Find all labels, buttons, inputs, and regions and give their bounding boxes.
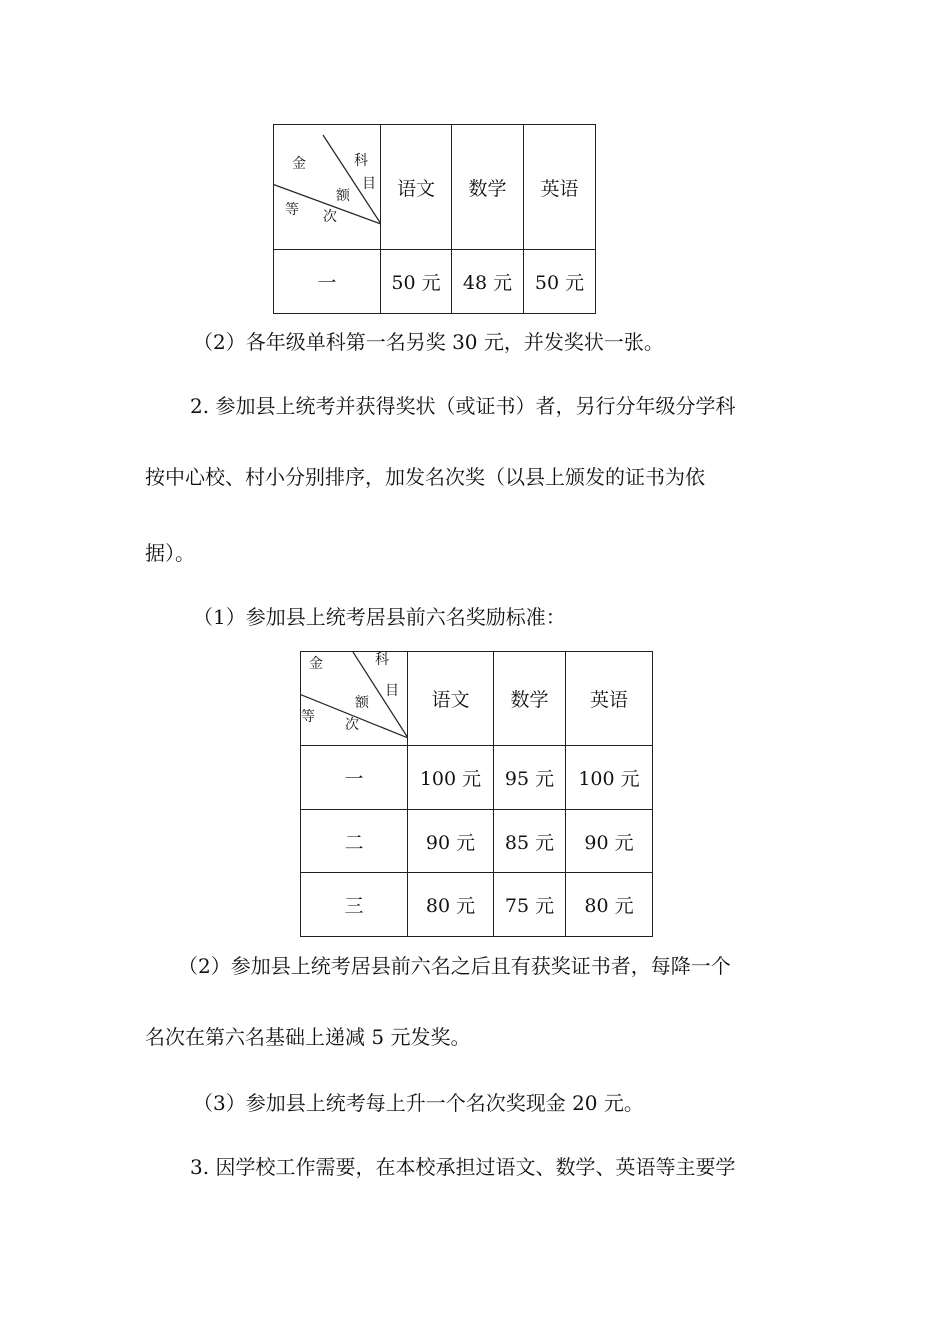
- table-row: [301, 873, 653, 937]
- corner-label-deng: 等: [301, 709, 315, 725]
- corner-label-ke: 科: [375, 652, 389, 668]
- paragraph-after-top-six-line-1: （2）参加县上统考居县前六名之后且有获奖证书者，每降一个: [178, 954, 731, 978]
- value-cell: 100 元: [566, 746, 653, 810]
- header-yuwen: 语文: [408, 652, 494, 746]
- table-row: [301, 810, 653, 873]
- paragraph-after-top-six-line-2: 名次在第六名基础上递减 5 元发奖。: [145, 1025, 471, 1049]
- corner-label-e: 额: [355, 695, 369, 711]
- header-shuxue: 数学: [494, 652, 566, 746]
- value-cell: 50 元: [524, 250, 596, 314]
- value-cell: 100 元: [408, 746, 494, 810]
- paragraph-2-line-2: 按中心校、村小分别排序，加发名次奖（以县上颁发的证书为依: [145, 465, 705, 489]
- corner-label-ci: 次: [323, 209, 337, 225]
- rank-cell: 一: [301, 746, 408, 810]
- award-table-1: [273, 124, 596, 314]
- table-row: [274, 250, 596, 314]
- header-yuwen: 语文: [381, 125, 452, 250]
- header-yingyu: 英语: [566, 652, 653, 746]
- award-table-2: [300, 651, 653, 937]
- table-header-row: [301, 652, 653, 746]
- corner-label-e: 额: [336, 188, 350, 204]
- value-cell: 80 元: [566, 873, 653, 937]
- rank-cell: 三: [301, 873, 408, 937]
- paragraph-2-line-1: 2. 参加县上统考并获得奖状（或证书）者，另行分年级分学科: [190, 394, 736, 418]
- corner-label-deng: 等: [285, 202, 299, 218]
- table-corner-cell: [274, 125, 381, 250]
- paragraph-top-six-standard: （1）参加县上统考居县前六名奖励标准：: [193, 605, 566, 629]
- paragraph-2-line-3: 据）。: [145, 541, 195, 565]
- table-header-row: [274, 125, 596, 250]
- corner-label-ke: 科: [354, 153, 368, 169]
- header-yingyu: 英语: [524, 125, 596, 250]
- paragraph-3-line-1: 3. 因学校工作需要，在本校承担过语文、数学、英语等主要学: [190, 1155, 736, 1179]
- value-cell: 85 元: [494, 810, 566, 873]
- table-row: [301, 746, 653, 810]
- paragraph-rank-increase-bonus: （3）参加县上统考每上升一个名次奖现金 20 元。: [193, 1091, 644, 1115]
- corner-label-jin: 金: [309, 656, 323, 672]
- corner-label-ci: 次: [345, 717, 359, 733]
- table-corner-cell: [301, 652, 408, 746]
- value-cell: 48 元: [452, 250, 524, 314]
- header-shuxue: 数学: [452, 125, 524, 250]
- paragraph-first-place-bonus: （2）各年级单科第一名另奖 30 元，并发奖状一张。: [193, 330, 664, 354]
- value-cell: 50 元: [381, 250, 452, 314]
- corner-label-jin: 金: [292, 156, 306, 172]
- rank-cell: 二: [301, 810, 408, 873]
- value-cell: 80 元: [408, 873, 494, 937]
- value-cell: 75 元: [494, 873, 566, 937]
- corner-label-mu: 目: [362, 176, 376, 192]
- value-cell: 90 元: [408, 810, 494, 873]
- corner-label-mu: 目: [385, 683, 399, 699]
- value-cell: 90 元: [566, 810, 653, 873]
- rank-cell: 一: [274, 250, 381, 314]
- value-cell: 95 元: [494, 746, 566, 810]
